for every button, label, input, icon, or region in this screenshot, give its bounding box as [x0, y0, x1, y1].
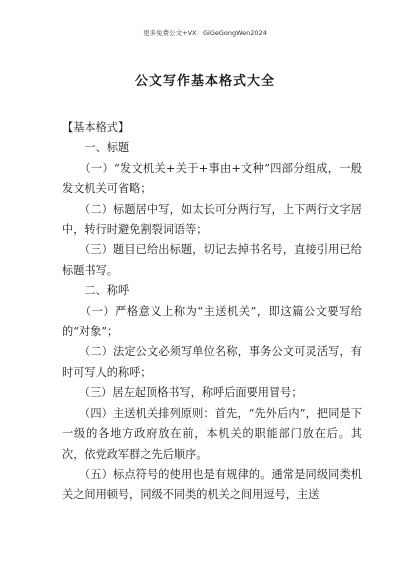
heading-salutation: 二、称呼: [62, 284, 130, 298]
paragraph-title-3: （三）题目已给出标题，切记去掉书名号，直接引用已给标题书写。: [62, 243, 362, 277]
heading-title: 一、标题: [62, 141, 130, 155]
header-note: 更多免费公文+VX：GiGeGongWen2024: [143, 29, 267, 37]
paragraph-salutation-3: （三）居左起顶格书写，称呼后面要用冒号；: [62, 386, 303, 400]
paragraph-salutation-4: （四）主送机关排列原则：首先，“先外后内”，把同是下一级的各地方政府放在前，本机关的职能部门放在后。其次，依党政军群之先后顺序。: [62, 406, 362, 461]
document-title: 公文写作基本格式大全: [134, 74, 275, 89]
document-body: [62, 118, 362, 506]
paragraph-title-2: （二）标题居中写，如太长可分两行写，上下两行文字居中，转行时避免割裂词语等；: [62, 202, 362, 237]
paragraph-salutation-2: （二）法定公文必须写单位名称，事务公文可灵活写，有时可写人的称呼；: [62, 345, 362, 379]
paragraph-title-1: （一）“发文机关+关于+事由+文种”四部分组成，一般发文机关可省略；: [62, 161, 362, 196]
section-heading-basic-format: 【基本格式】: [62, 121, 130, 134]
paragraph-salutation-1: （一）严格意义上称为“主送机关”，即这篇公文要写给的“对象”；: [62, 304, 362, 339]
paragraph-salutation-5: （五）标点符号的使用也是有规律的。通常是同级同类机关之间用顿号，同级不同类的机关之间用逗号，主送: [62, 467, 362, 502]
